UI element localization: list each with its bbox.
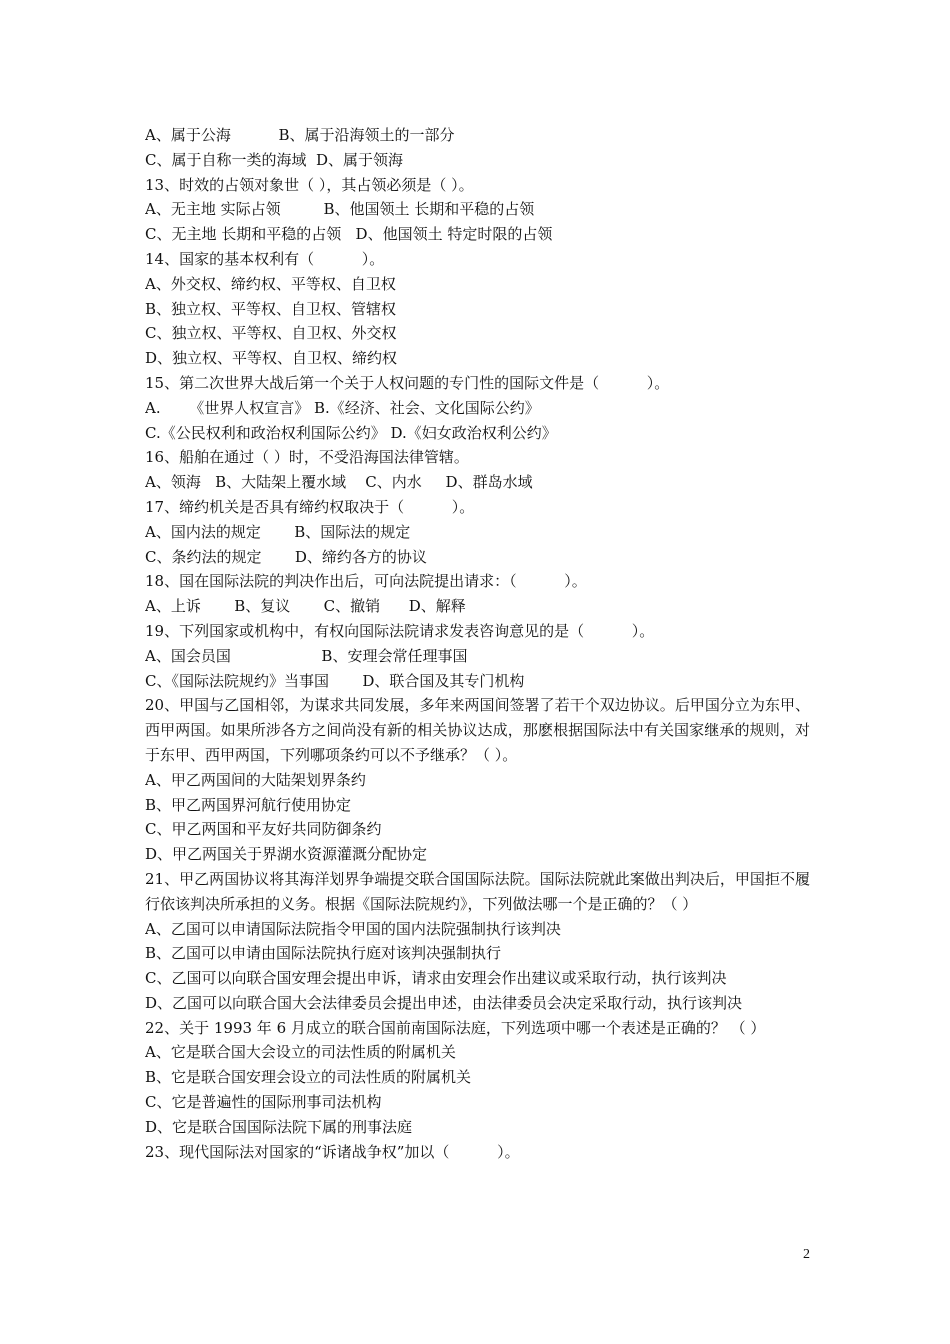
option-line: C、甲乙两国和平友好共同防御条约 bbox=[145, 820, 382, 839]
option-line: A、乙国可以申请国际法院指令甲国的国内法院强制执行该判决 bbox=[145, 919, 561, 938]
option-line: A. 《世界人权宣言》 B.《经济、社会、文化国际公约》 bbox=[145, 398, 540, 417]
option-line: C、条约法的规定 D、缔约各方的协议 bbox=[145, 547, 427, 566]
question-15: 15、第二次世界大战后第一个关于人权问题的专门性的国际文件是（ ）。 bbox=[145, 373, 670, 392]
option-line: A、甲乙两国间的大陆架划界条约 bbox=[145, 770, 366, 789]
question-17: 17、缔约机关是否具有缔约权取决于（ ）。 bbox=[145, 497, 475, 516]
text-line: A、属于公海 B、属于沿海领土的一部分 bbox=[145, 126, 455, 144]
option-line: A、无主地 实际占领 B、他国领土 长期和平稳的占领 bbox=[145, 200, 535, 219]
option-line: B、独立权、平等权、自卫权、管辖权 bbox=[145, 299, 397, 318]
option-line: C、无主地 长期和平稳的占领 D、他国领土 特定时限的占领 bbox=[145, 225, 553, 244]
question-19: 19、下列国家或机构中，有权向国际法院请求发表咨询意见的是（ ）。 bbox=[145, 621, 655, 640]
option-line: C、《国际法院规约》当事国 D、联合国及其专门机构 bbox=[145, 671, 525, 690]
option-line: B、乙国可以申请由国际法院执行庭对该判决强制执行 bbox=[145, 944, 502, 963]
option-line: D、乙国可以向联合国大会法律委员会提出申述，由法律委员会决定采取行动，执行该判决 bbox=[145, 993, 743, 1012]
question-13: 13、时效的占领对象世（ ），其占领必须是（ ）。 bbox=[145, 175, 474, 194]
option-line: C、独立权、平等权、自卫权、外交权 bbox=[145, 324, 397, 343]
option-line: A、外交权、缔约权、平等权、自卫权 bbox=[145, 274, 396, 293]
option-line: D、甲乙两国关于界湖水资源灌溉分配协定 bbox=[145, 845, 428, 864]
question-20: 20、甲国与乙国相邻，为谋求共同发展，多年来两国间签署了若干个双边协议。后甲国分立为东甲、西甲两国。如果所涉各方之间尚没有新的相关协议达成，那麽根据国际法中有关国家继承的规则，对于东甲、西甲两国，下列哪项条约可以不予继承？（ ）。 bbox=[145, 696, 810, 764]
page-number: 2 bbox=[803, 1247, 810, 1262]
option-line: D、它是联合国国际法院下属的刑事法庭 bbox=[145, 1117, 413, 1136]
option-line: A、领海 B、大陆架上覆水域 C、内水 D、群岛水域 bbox=[145, 473, 533, 492]
document-body bbox=[145, 123, 810, 1164]
option-line: A、国内法的规定 B、国际法的规定 bbox=[145, 522, 411, 541]
option-line: B、它是联合国安理会设立的司法性质的附属机关 bbox=[145, 1068, 472, 1087]
option-line: A、它是联合国大会设立的司法性质的附属机关 bbox=[145, 1043, 456, 1062]
option-line: B、甲乙两国界河航行使用协定 bbox=[145, 795, 352, 814]
option-line: C.《公民权利和政治权利国际公约》 D.《妇女政治权利公约》 bbox=[145, 423, 557, 442]
question-22: 22、关于 1993 年 6 月成立的联合国前南国际法庭，下列选项中哪一个表述是正确的？ （ ） bbox=[145, 1018, 766, 1037]
question-21: 21、甲乙两国协议将其海洋划界争端提交联合国国际法院。国际法院就此案做出判决后，甲国拒不履行依该判决所承担的义务。根据《国际法院规约》，下列做法哪一个是正确的？（ ） bbox=[145, 869, 810, 913]
option-line: C、乙国可以向联合国安理会提出申诉，请求由安理会作出建议或采取行动，执行该判决 bbox=[145, 969, 727, 988]
question-14: 14、国家的基本权利有（ ）。 bbox=[145, 249, 385, 268]
option-line: A、国会员国 B、安理会常任理事国 bbox=[145, 646, 468, 665]
question-16: 16、船舶在通过（ ）时，不受沿海国法律管辖。 bbox=[145, 448, 469, 467]
question-18: 18、国在国际法院的判决作出后，可向法院提出请求：（ ）。 bbox=[145, 572, 587, 591]
text-line: C、属于自称一类的海域 D、属于领海 bbox=[145, 150, 404, 169]
option-line: A、上诉 B、复议 C、撤销 D、解释 bbox=[145, 597, 466, 616]
question-23: 23、现代国际法对国家的“诉诸战争权”加以（ ）。 bbox=[145, 1142, 520, 1161]
option-line: C、它是普遍性的国际刑事司法机构 bbox=[145, 1093, 382, 1112]
option-line: D、独立权、平等权、自卫权、缔约权 bbox=[145, 349, 398, 368]
